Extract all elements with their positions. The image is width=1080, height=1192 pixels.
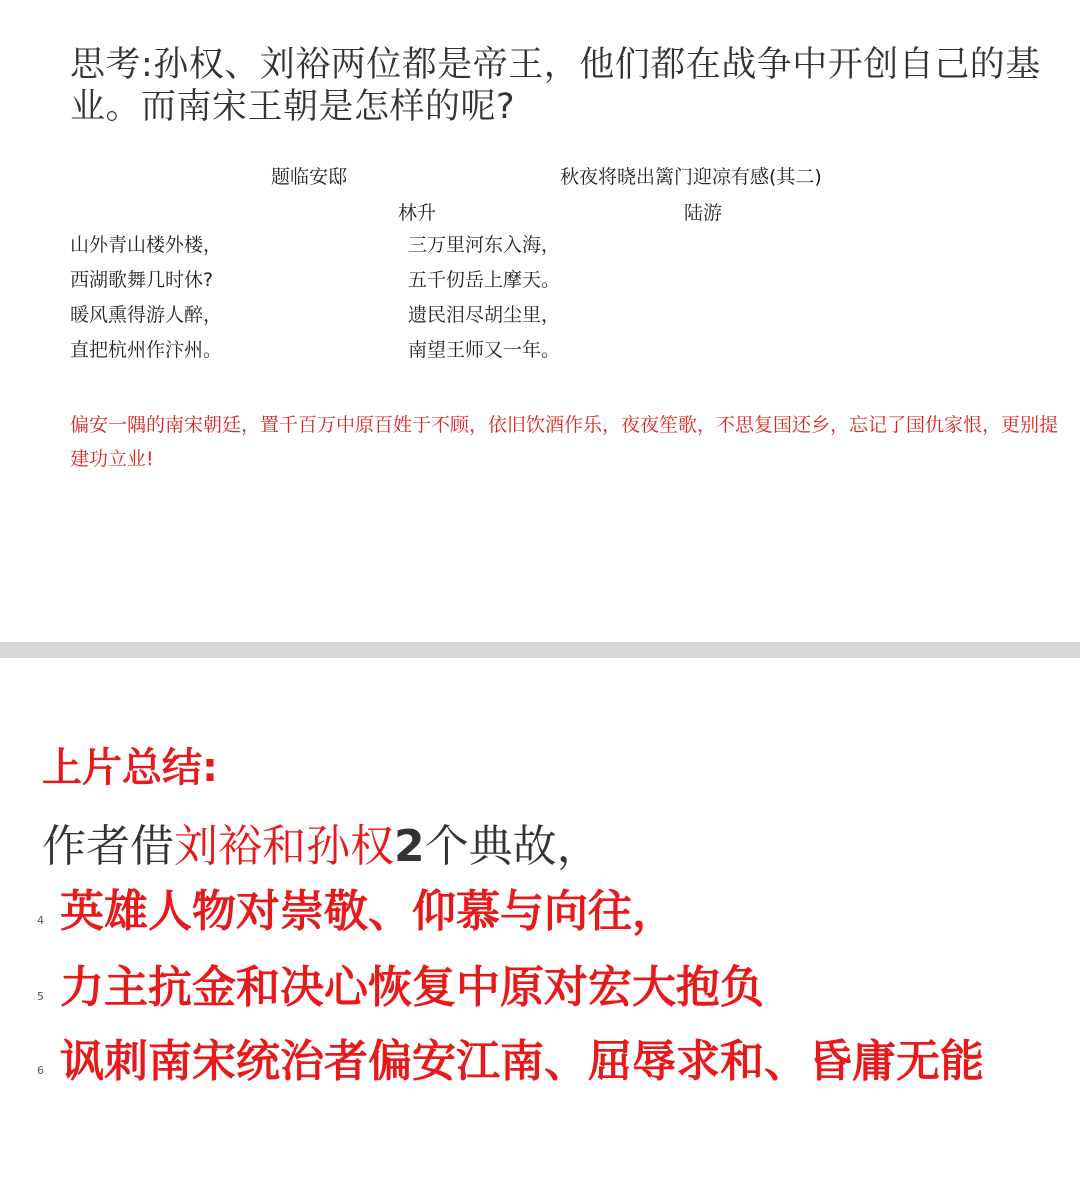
point-text: 英雄人物对崇敬、仰慕与向往， [60, 886, 676, 937]
slide-summary [0, 658, 1080, 1192]
poem1-author: 林升 [398, 202, 437, 224]
poem-line: 南望王师又一年。 [408, 339, 561, 361]
poem1-lines [70, 228, 222, 368]
poem-line: 五千仞岳上摩天。 [408, 269, 561, 291]
summary-point [0, 1034, 1080, 1094]
analysis-comment: 偏安一隅的南宋朝廷，置千百万中原百姓于不顾，依旧饮酒作乐，夜夜笙歌，不思复国还乡，忘记了国仇家恨，更别提建功立业! [70, 414, 1059, 470]
sentence-prefix: 作者借 [42, 821, 174, 872]
poem-line: 遗民泪尽胡尘里， [408, 304, 561, 326]
point-text: 讽刺南宋统治者偏安江南、屈辱求和、昏庸无能 [60, 1036, 984, 1087]
point-text: 力主抗金和决心恢复中原对宏大抱负 [60, 962, 764, 1013]
summary-title: 上片总结: [42, 745, 218, 791]
poem2-author: 陆游 [684, 202, 723, 224]
summary-sentence [42, 810, 601, 874]
poem-line: 三万里河东入海， [408, 234, 561, 256]
discussion-question: 思考:孙权、刘裕两位都是帝王，他们都在战争中开创自己的基业。而南宋王朝是怎样的呢? [70, 45, 1041, 127]
point-number: 6 [37, 1064, 44, 1077]
poem2-title: 秋夜将晓出篱门迎凉有感(其二) [560, 166, 822, 188]
summary-point [0, 884, 1080, 944]
summary-point [0, 960, 1080, 1020]
sentence-suffix: 个典故， [424, 821, 601, 872]
poem-line: 直把杭州作汴州。 [70, 339, 223, 361]
sentence-highlight: 刘裕和孙权 [174, 821, 394, 872]
poem1-title: 题临安邸 [271, 166, 348, 188]
poem2-lines [408, 228, 560, 368]
poem-line: 山外青山楼外楼， [70, 234, 223, 256]
point-number: 4 [37, 914, 44, 927]
poem-line: 西湖歌舞几时休? [70, 269, 214, 291]
poem-line: 暖风熏得游人醉， [70, 304, 223, 326]
slide-divider [0, 642, 1080, 658]
sentence-number: 2 [394, 821, 425, 872]
point-number: 5 [37, 990, 44, 1003]
